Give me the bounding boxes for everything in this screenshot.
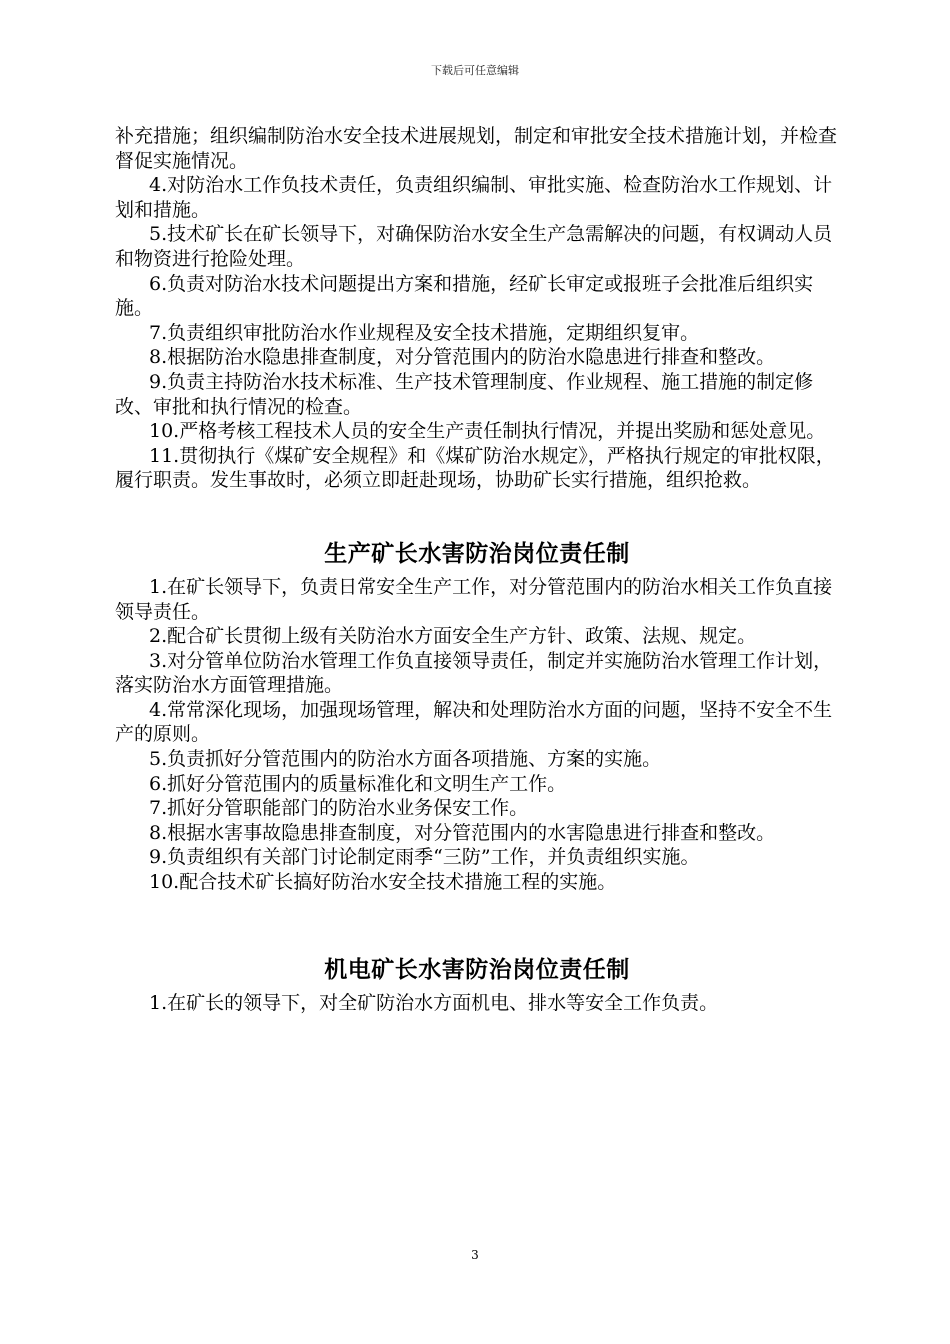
page-number: 3 <box>471 1248 479 1262</box>
paragraph-item: 11.贯彻执行《煤矿安全规程》和《煤矿防治水规定》，严格执行规定的审批权限，履行职责。发生事故时，必须立即赶赴现场，协助矿长实行措施，组织抢救。 <box>115 444 835 492</box>
page-header: 下载后可任意编辑 <box>431 64 519 77</box>
paragraph-item: 9.负责组织有关部门讨论制定雨季“三防”工作，并负责组织实施。 <box>149 846 700 869</box>
section-gap <box>115 493 839 537</box>
paragraph-item: 10.严格考核工程技术人员的安全生产责任制执行情况，并提出奖励和惩处意见。 <box>149 420 826 443</box>
section-heading-electromechanical: 机电矿长水害防治岗位责任制 <box>324 956 630 983</box>
paragraph-item: 3.对分管单位防治水管理工作负直接领导责任，制定并实施防治水管理工作计划，落实防治水方面管理措施。 <box>115 649 833 697</box>
paragraph-continuation: 补充措施；组织编制防治水安全技术进展规划，制定和审批安全技术措施计划，并检查督促实施情况。 <box>115 125 838 172</box>
paragraph-item: 7.抓好分管职能部门的防治水业务保安工作。 <box>149 797 529 820</box>
document-body <box>115 124 839 1015</box>
paragraph-item: 2.配合矿长贯彻上级有关防治水方面安全生产方针、政策、法规、规定。 <box>149 625 757 648</box>
paragraph-item: 1.在矿长领导下，负责日常安全生产工作，对分管范围内的防治水相关工作负直接领导责任。 <box>115 575 833 623</box>
paragraph-item: 4.对防治水工作负技术责任，负责组织编制、审批实施、检查防治水工作规划、计划和措施。 <box>115 174 833 221</box>
paragraph-item: 5.技术矿长在矿长领导下，对确保防治水安全生产急需解决的问题，有权调动人员和物资进行抢险处理。 <box>115 223 833 270</box>
paragraph-item: 8.根据水害事故隐患排查制度，对分管范围内的水害隐患进行排查和整改。 <box>149 821 776 844</box>
section-heading-production: 生产矿长水害防治岗位责任制 <box>324 540 630 567</box>
paragraph-item: 6.负责对防治水技术问题提出方案和措施，经矿长审定或报班子会批准后组织实施。 <box>115 272 814 320</box>
paragraph-item: 10.配合技术矿长搞好防治水安全技术措施工程的实施。 <box>149 871 617 894</box>
paragraph-item: 7.负责组织审批防治水作业规程及安全技术措施，定期组织复审。 <box>149 321 700 344</box>
paragraph-item: 6.抓好分管范围内的质量标准化和文明生产工作。 <box>149 772 567 795</box>
section-gap <box>115 895 839 953</box>
paragraph-item: 8.根据防治水隐患排查制度，对分管范围内的防治水隐患进行排查和整改。 <box>149 346 776 369</box>
paragraph-item: 9.负责主持防治水技术标准、生产技术管理制度、作业规程、施工措施的制定修改、审批和执行情况的检查。 <box>115 370 814 418</box>
paragraph-item: 4.常常深化现场，加强现场管理，解决和处理防治水方面的问题，坚持不安全不生产的原则。 <box>115 698 833 746</box>
paragraph-item: 1.在矿长的领导下，对全矿防治水方面机电、排水等安全工作负责。 <box>149 991 719 1014</box>
paragraph-item: 5.负责抓好分管范围内的防治水方面各项措施、方案的实施。 <box>149 748 662 771</box>
